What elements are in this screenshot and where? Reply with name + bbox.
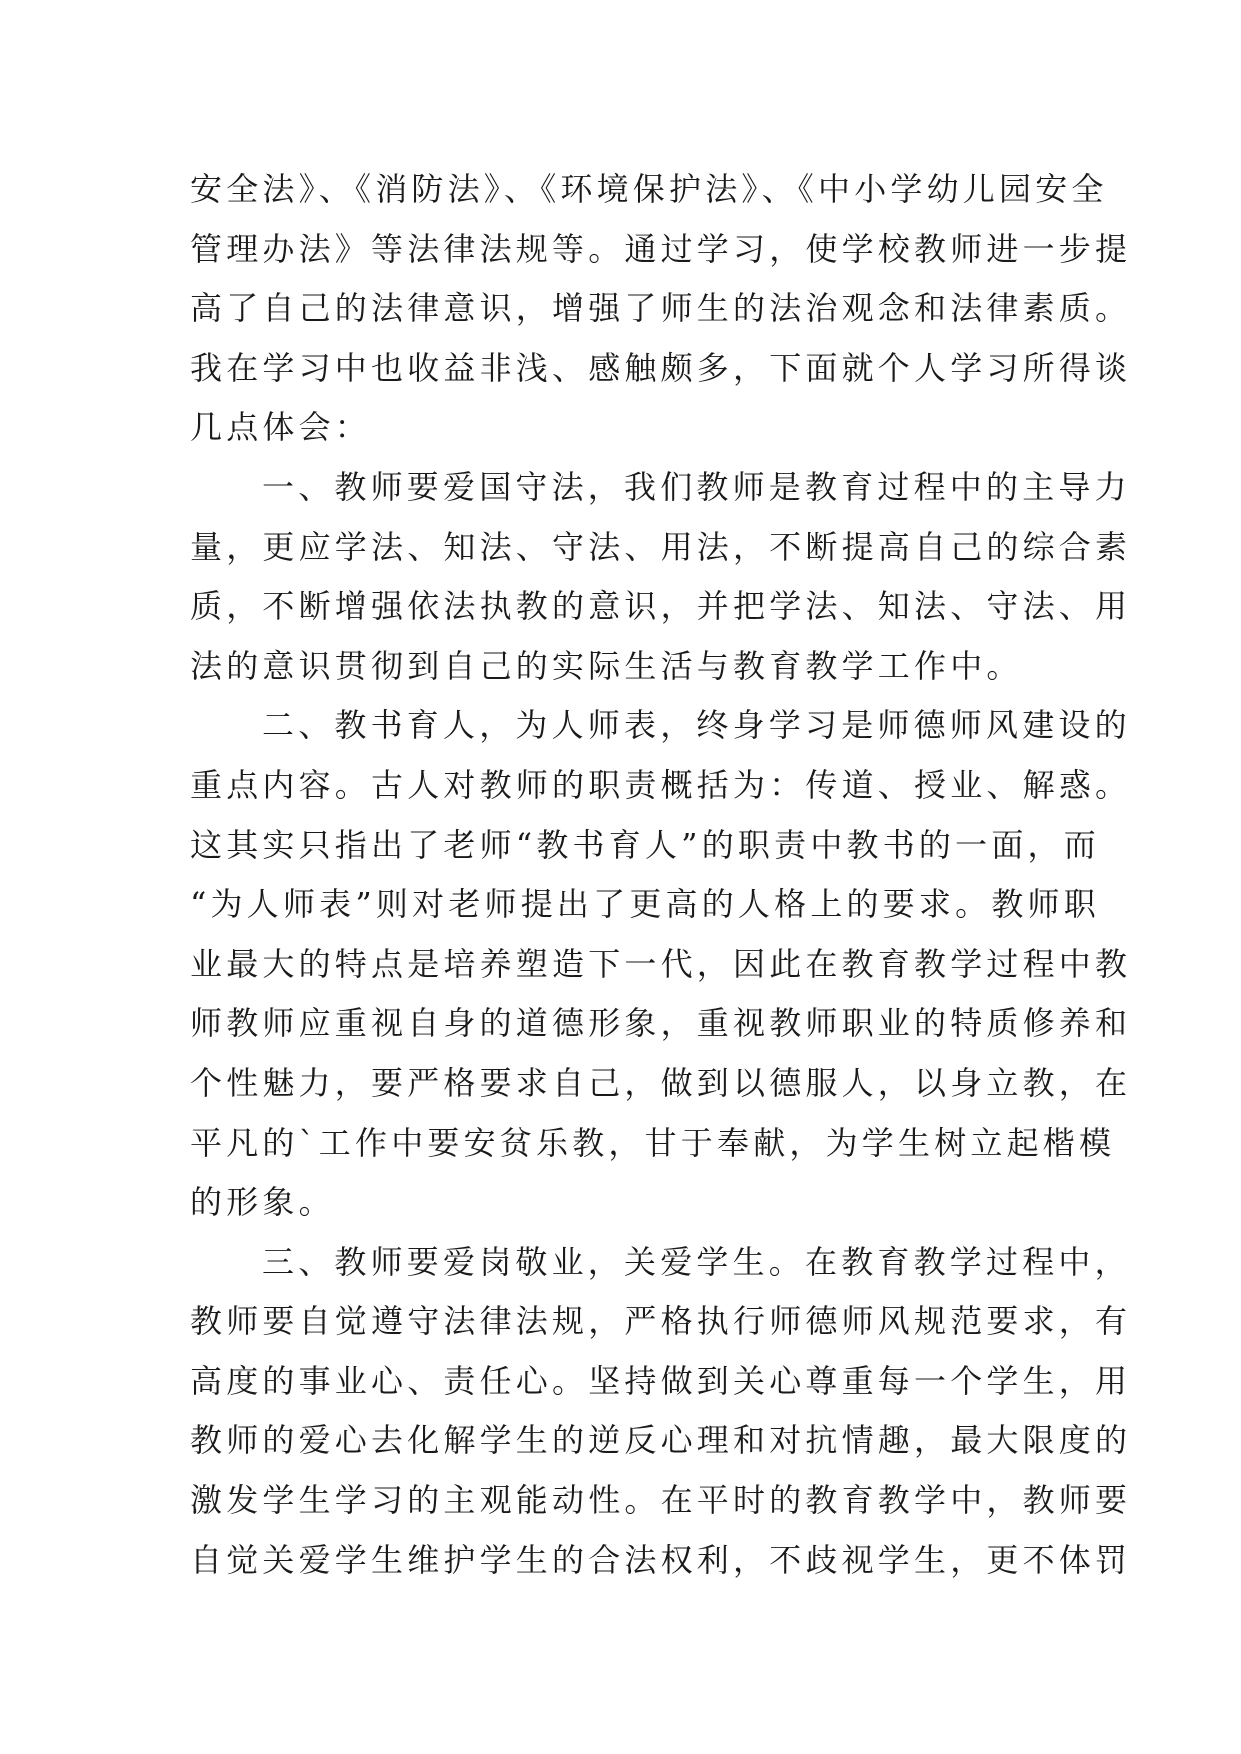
text-line: 我在学习中也收益非浅、感触颇多，下面就个人学习所得谈 (190, 348, 1132, 387)
text-line: 的形象。 (190, 1183, 335, 1222)
text-line: 自觉关爱学生维护学生的合法权利，不歧视学生，更不体罚 (190, 1540, 1132, 1579)
text-line: 个性魅力，要严格要求自己，做到以德服人，以身立教，在 (190, 1063, 1132, 1102)
text-line: 重点内容。古人对教师的职责概括为：传道、授业、解惑。 (190, 765, 1132, 804)
text-line: 高度的事业心、责任心。坚持做到关心尊重每一个学生，用 (190, 1361, 1132, 1400)
text-line: 质，不断增强依法执教的意识，并把学法、知法、守法、用 (190, 587, 1132, 626)
text-line: 管理办法》等法律法规等。通过学习，使学校教师进一步提 (190, 229, 1132, 268)
text-line: 教师的爱心去化解学生的逆反心理和对抗情趣，最大限度的 (190, 1421, 1132, 1460)
text-line: 业最大的特点是培养塑造下一代，因此在教育教学过程中教 (190, 944, 1132, 983)
text-line: 几点体会： (190, 408, 372, 447)
paragraph-first-line: 二、教书育人，为人师表，终身学习是师德师风建设的 (262, 706, 1131, 745)
text-line: 安全法》、《消防法》、《环境保护法》、《中小学幼儿园安全 (190, 170, 1108, 208)
text-line: 教师要自觉遵守法律法规，严格执行师德师风规范要求，有 (190, 1302, 1132, 1341)
text-line: 这其实只指出了老师“教书育人”的职责中教书的一面，而 (190, 825, 1100, 864)
text-line: 激发学生学习的主观能动性。在平时的教育教学中，教师要 (190, 1481, 1132, 1520)
paragraph-first-line: 三、教师要爱岗敬业，关爱学生。在教育教学过程中， (262, 1242, 1131, 1281)
text-line: “为人师表”则对老师提出了更高的人格上的要求。教师职 (190, 885, 1100, 924)
text-line: 师教师应重视自身的道德形象，重视教师职业的特质修养和 (190, 1004, 1132, 1043)
text-line: 平凡的`工作中要安贫乐教，甘于奉献，为学生树立起楷模 (190, 1123, 1116, 1162)
text-line: 法的意识贯彻到自己的实际生活与教育教学工作中。 (190, 646, 1023, 685)
text-line: 量，更应学法、知法、守法、用法，不断提高自己的综合素 (190, 527, 1132, 566)
paragraph-first-line: 一、教师要爱国守法，我们教师是教育过程中的主导力 (262, 467, 1131, 506)
text-line: 高了自己的法律意识，增强了师生的法治观念和法律素质。 (190, 289, 1132, 328)
body-text (190, 160, 1132, 1590)
